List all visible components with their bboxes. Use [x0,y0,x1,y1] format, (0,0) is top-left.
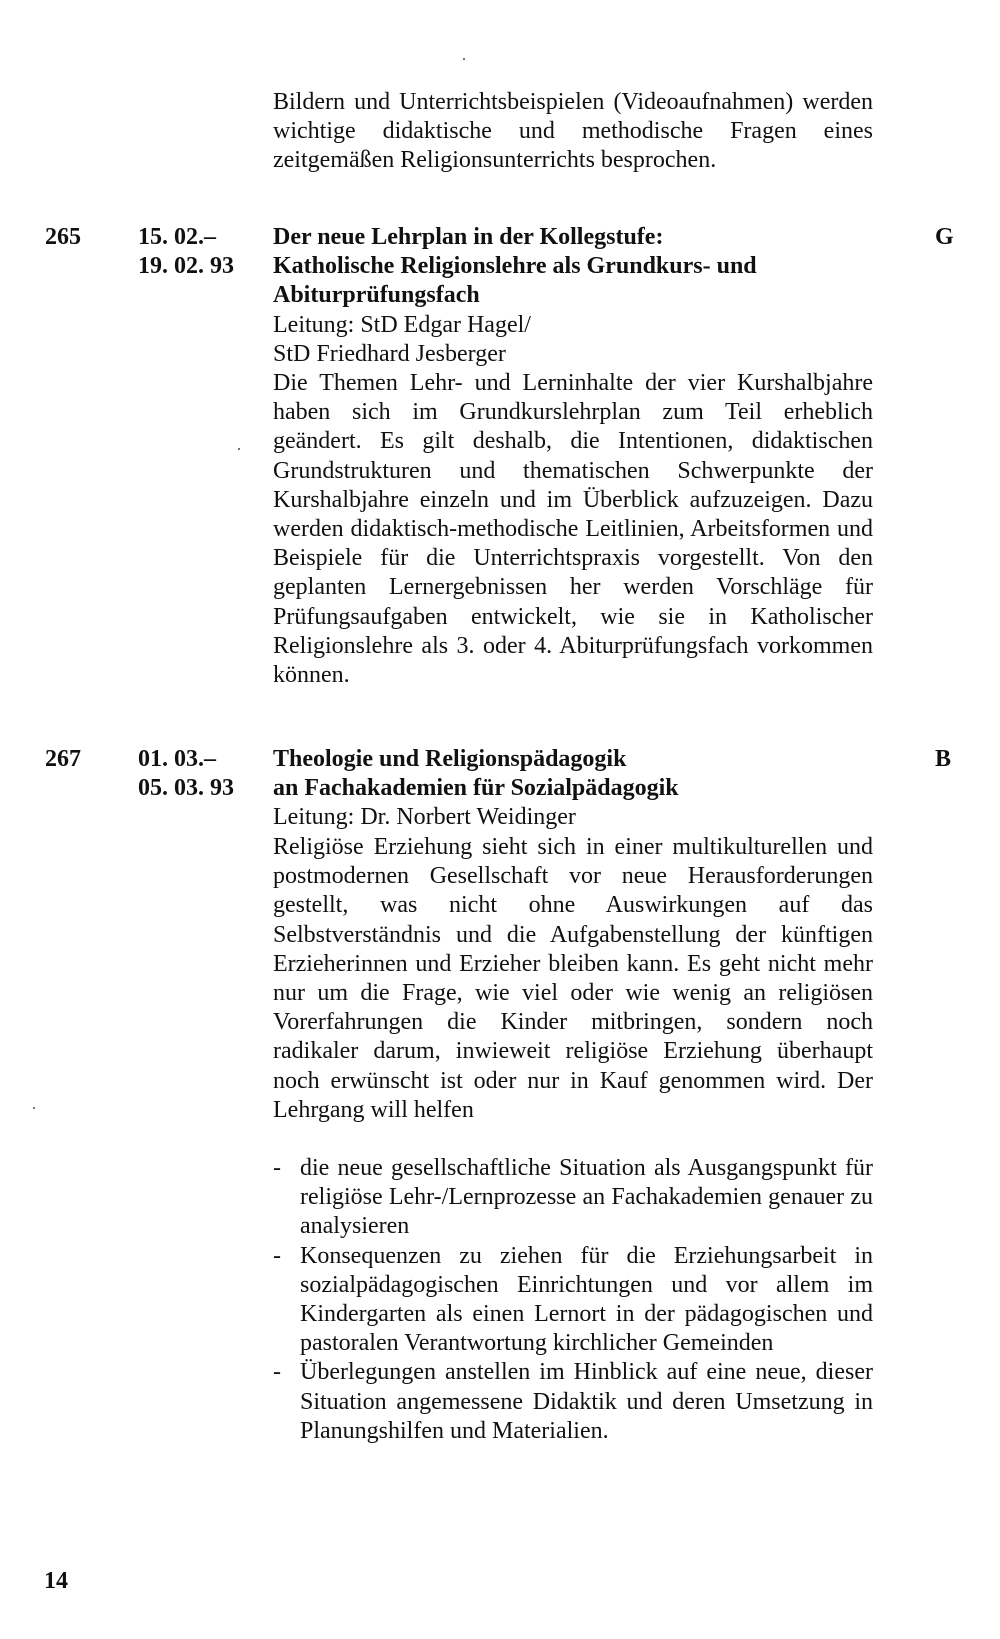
course-title-line: Abiturprüfungsfach [273,282,480,309]
course-date-from: 15. 02.– [138,224,216,250]
course-title [273,745,873,833]
course-title [273,223,873,369]
goal-list [273,1154,873,1446]
scan-speck [238,448,240,450]
list-item [273,1358,873,1446]
continued-paragraph: Bildern und Unterrichtsbeispielen (Videoaufnahmen) werden wichtige didaktische und methodische Fragen eines zeitgemäßen Religionsunterrichts besprochen. [273,89,873,174]
scan-speck [33,1107,35,1109]
course-code: G [935,224,954,250]
course-title-line: Theologie und Religionspädagogik [273,746,627,772]
course-title-line: Katholische Religionslehre als Grundkurs- und [273,253,757,280]
course-number: 265 [45,224,81,250]
course-date-to: 19. 02. 93 [138,253,234,279]
course-leitung: Leitung: Dr. Norbert Weidinger [273,804,576,831]
scan-speck [463,58,465,60]
course-description: Die Themen Lehr- und Lerninhalte der vier Kurshalbjahre haben sich im Grundkurslehrplan zum Teil erheblich geändert. Es gilt deshalb, die Intentionen, didaktischen Grundstrukturen und thematischen Schwerpunkte der Kurshalbjahre einzeln und im Überblick aufzuzeigen. Dazu werden didaktisch-methodische Leitlinien, Arbeitsformen und Beispiele für die Unterrichtspraxis vorgestellt. Von den geplanten Lernergebnissen her werden Vorschläge für Prüfungsaufgaben entwickelt, wie sie in Katholischer Religionslehre als 3. oder 4. Abiturprüfungsfach vorkommen können. [273,370,873,689]
course-leitung: Leitung: StD Edgar Hagel/ [273,311,531,338]
list-item-text: die neue gesellschaftliche Situation als Ausgangspunkt für religiöse Lehr-/Lernprozesse an Fachakademien genauer zu analysieren [300,1155,873,1240]
course-date-from: 01. 03.– [138,746,216,772]
course-date-to: 05. 03. 93 [138,775,234,801]
list-item [273,1242,873,1359]
course-description: Religiöse Erziehung sieht sich in einer multikulturellen und postmodernen Gesellschaft vor neue Herausforderungen gestellt, was nicht ohne Auswirkungen auf das Selbstverständnis und die Aufgabenstellung der künftigen Erzieherinnen und Erzieher bleiben kann. Es geht nicht mehr nur um die Frage, wie viel oder wie wenig an religiösen Vorerfahrungen die Kinder mitbringen, sondern noch radikaler darum, inwieweit religiöse Erziehung überhaupt noch erwünscht ist oder nur in Kauf genommen wird. Der Lehrgang will helfen [273,834,873,1123]
list-item-text: Überlegungen anstellen im Hinblick auf eine neue, dieser Situation angemessene Didaktik und deren Umsetzung in Planungshilfen und Materialien. [300,1359,873,1444]
course-title-line: an Fachakademien für Sozialpädagogik [273,775,679,802]
course-leitung: StD Friedhard Jesberger [273,340,506,367]
course-code: B [935,746,952,772]
dash-marker: - [273,1359,281,1386]
course-title-line: Der neue Lehrplan in der Kollegstufe: [273,224,664,250]
list-item [273,1154,873,1242]
list-item-text: Konsequenzen zu ziehen für die Erziehungsarbeit in sozialpädagogischen Einrichtungen und vor allem im Kindergarten als einen Lernort in der pädagogischen und pastoralen Verantwortung kirchlicher Gemeinden [300,1242,873,1357]
dash-marker: - [273,1242,281,1269]
dash-marker: - [273,1155,281,1181]
page-number: 14 [44,1568,68,1594]
course-number: 267 [45,746,81,772]
